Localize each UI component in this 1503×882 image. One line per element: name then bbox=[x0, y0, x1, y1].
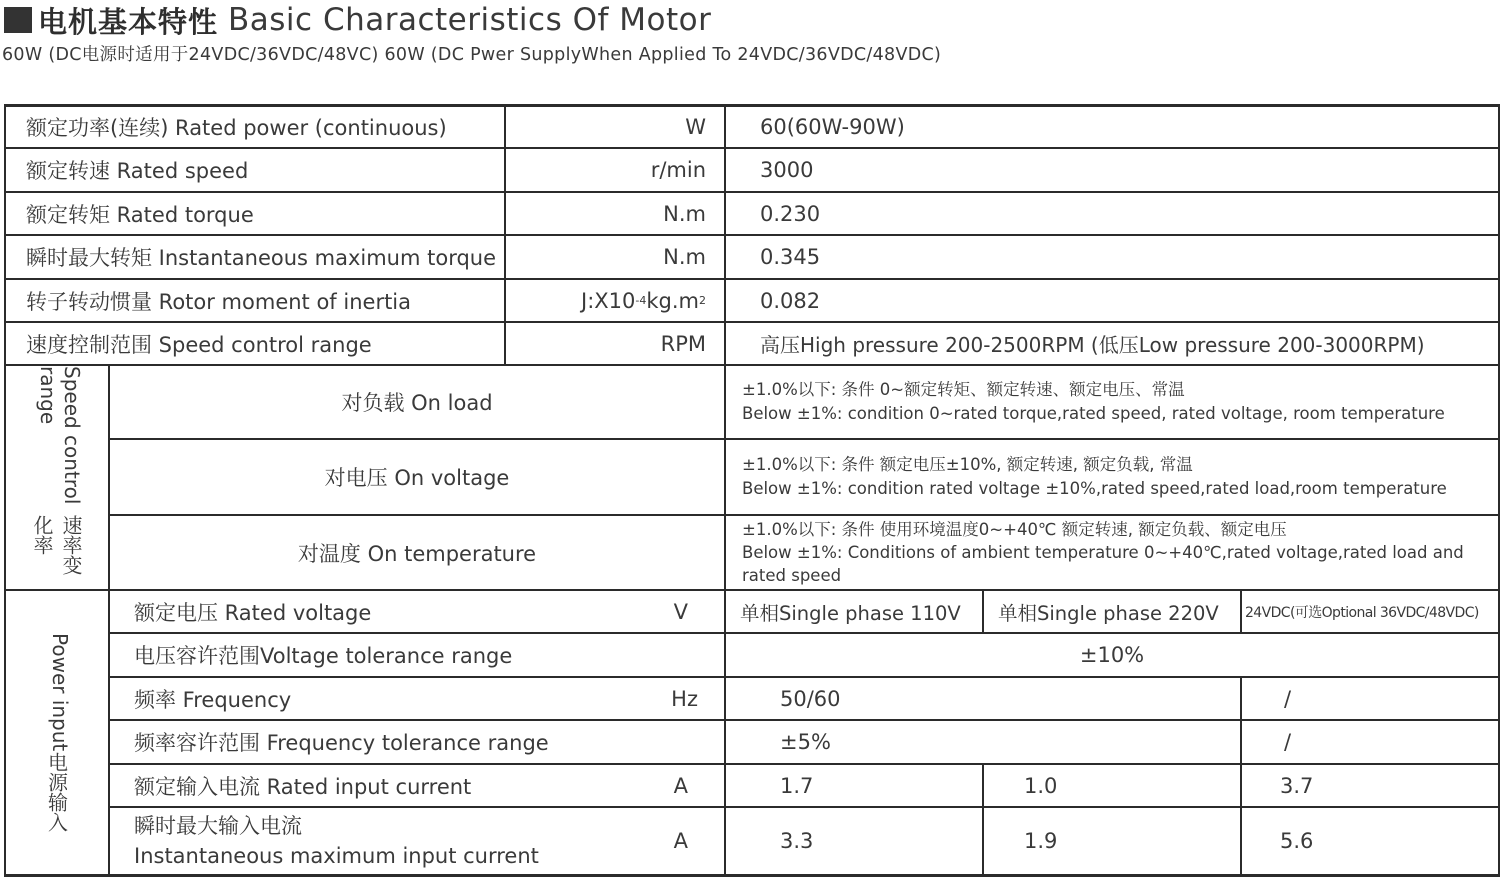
max-current-label-cn: 瞬时最大输入电流 bbox=[134, 814, 302, 838]
power-group-label bbox=[6, 591, 108, 874]
power-group-label-en: Power input bbox=[48, 633, 72, 752]
frequency-value: 50/60 bbox=[780, 686, 841, 711]
input-current-label: 额定输入电流 Rated input current bbox=[134, 774, 472, 799]
unit-base: J:X10 bbox=[581, 288, 636, 313]
speed-group-label-cn: 速率变化率 bbox=[30, 515, 83, 576]
row-label-max-torque: 瞬时最大转矩 Instantaneous maximum torque bbox=[26, 246, 497, 270]
input-current-220v: 1.0 bbox=[1024, 773, 1058, 798]
row-value-rated-speed: 3000 bbox=[760, 158, 814, 182]
power-group-label-cn: 电源输入 bbox=[44, 751, 69, 832]
title-en: Basic Characteristics Of Motor bbox=[228, 2, 712, 38]
rated-voltage-220v: 单相Single phase 220V bbox=[998, 601, 1219, 625]
frequency-label: 频率 Frequency bbox=[134, 687, 292, 712]
row-unit-rated-speed: r/min bbox=[650, 158, 706, 182]
row-value-inertia: 0.082 bbox=[760, 288, 821, 313]
max-current-label bbox=[110, 808, 610, 874]
row-label-rated-power: 额定功率(连续) Rated power (continuous) bbox=[26, 116, 447, 140]
max-current-110v: 3.3 bbox=[780, 829, 814, 853]
page-title bbox=[4, 2, 711, 38]
unit-exponent: -4 bbox=[635, 294, 647, 307]
row-label-rated-speed: 额定转速 Rated speed bbox=[26, 159, 249, 183]
voltage-tolerance-value: ±10% bbox=[1079, 643, 1145, 667]
speed-on-load-label: 对负载 On load bbox=[341, 391, 493, 415]
max-current-unit: A bbox=[673, 829, 688, 853]
row-value-max-torque: 0.345 bbox=[760, 245, 821, 269]
row-label-inertia: 转子转动惯量 Rotor moment of inertia bbox=[26, 289, 412, 314]
subtitle: 60W (DC电源时适用于24VDC/36VDC/48VC) 60W (DC Pwer SupplyWhen Applied To 24VDC/36VDC/48VDC) bbox=[2, 45, 942, 65]
row-value-rated-torque: 0.230 bbox=[760, 201, 821, 226]
row-label-rated-torque: 额定转矩 Rated torque bbox=[26, 202, 254, 227]
speed-on-temperature-value bbox=[726, 516, 1498, 589]
table-rule-right bbox=[1498, 104, 1500, 877]
rated-voltage-unit: V bbox=[673, 599, 688, 624]
speed-on-load-value bbox=[726, 366, 1498, 438]
unit-tail: kg.m bbox=[646, 288, 699, 313]
row-unit-inertia bbox=[506, 280, 724, 321]
speed-on-temperature-line-en: Below ±1%: Conditions of ambient temperature 0~+40℃,rated voltage,rated load and rated speed bbox=[742, 543, 1464, 585]
characteristics-table bbox=[4, 104, 1500, 877]
max-current-dc: 5.6 bbox=[1280, 829, 1314, 853]
row-label-speed-range: 速度控制范围 Speed control range bbox=[26, 332, 372, 357]
frequency-dc: / bbox=[1284, 686, 1292, 711]
speed-on-load-line-cn: ±1.0%以下: 条件 0~额定转矩、额定转速、额定电压、常温 bbox=[742, 380, 1185, 399]
row-value-speed-range: 高压High pressure 200-2500RPM (低压Low pressure 200-3000RPM) bbox=[760, 333, 1425, 357]
rated-voltage-110v: 单相Single phase 110V bbox=[740, 601, 961, 625]
frequency-unit: Hz bbox=[671, 686, 698, 711]
table-rule-bottom bbox=[4, 874, 1500, 877]
row-unit-rated-power: W bbox=[685, 115, 706, 139]
speed-on-load-line-en: Below ±1%: condition 0~rated torque,rated speed, rated voltage, room temperature bbox=[742, 404, 1445, 423]
speed-on-voltage-line-en: Below ±1%: condition rated voltage ±10%,rated speed,rated load,room temperature bbox=[742, 479, 1447, 498]
voltage-tolerance-label: 电压容许范围Voltage tolerance range bbox=[134, 644, 513, 668]
row-value-rated-power: 60(60W-90W) bbox=[760, 115, 905, 139]
unit-exponent-2: 2 bbox=[699, 294, 706, 307]
frequency-tolerance-label: 频率容许范围 Frequency tolerance range bbox=[134, 731, 549, 755]
row-unit-speed-range: RPM bbox=[660, 331, 706, 356]
frequency-tolerance-value: ±5% bbox=[780, 730, 831, 754]
max-current-label-en: Instantaneous maximum input current bbox=[134, 844, 539, 868]
speed-on-voltage-line-cn: ±1.0%以下: 条件 额定电压±10%, 额定转速, 额定负载, 常温 bbox=[742, 455, 1193, 474]
speed-on-voltage-value bbox=[726, 440, 1498, 514]
input-current-dc: 3.7 bbox=[1280, 773, 1314, 798]
rated-voltage-dc: 24VDC(可选Optional 36VDC/48VDC) bbox=[1245, 604, 1479, 621]
speed-group-label-en: Speed control range bbox=[36, 366, 84, 505]
speed-on-voltage-label: 对电压 On voltage bbox=[324, 466, 510, 490]
row-unit-max-torque: N.m bbox=[663, 245, 706, 269]
speed-on-temperature-label: 对温度 On temperature bbox=[297, 541, 537, 566]
max-current-220v: 1.9 bbox=[1024, 829, 1058, 853]
title-cn: 电机基本特性 bbox=[38, 4, 219, 39]
row-unit-rated-torque: N.m bbox=[663, 201, 706, 226]
bullet-square-icon bbox=[4, 7, 32, 33]
speed-on-temperature-line-cn: ±1.0%以下: 条件 使用环境温度0~+40℃ 额定转速, 额定负载、额定电压 bbox=[742, 520, 1287, 539]
input-current-110v: 1.7 bbox=[780, 773, 814, 798]
rated-voltage-label: 额定电压 Rated voltage bbox=[134, 600, 372, 625]
input-current-unit: A bbox=[673, 773, 688, 798]
speed-group-label bbox=[6, 366, 108, 589]
frequency-tolerance-dc: / bbox=[1284, 730, 1292, 754]
